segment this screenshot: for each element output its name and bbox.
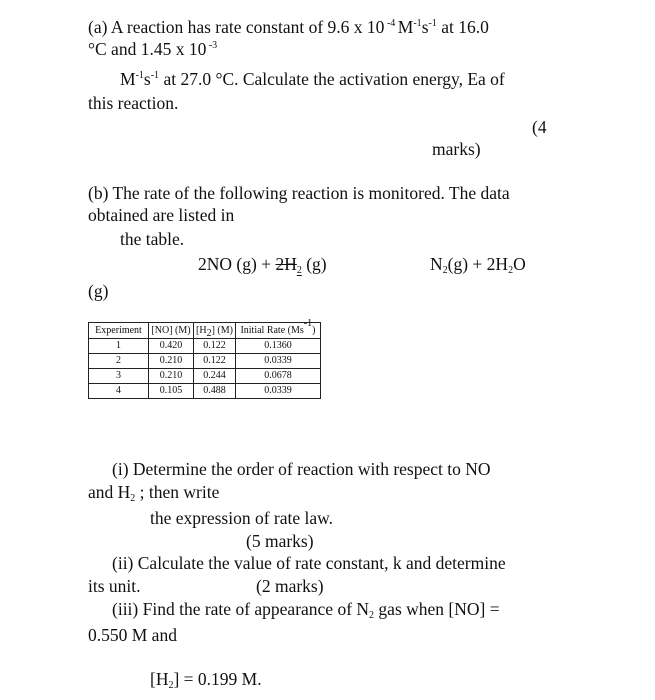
equation-state: (g) xyxy=(88,281,109,301)
question-i-line-2: and $H_2$ ; then write xyxy=(88,482,220,504)
part-b-line-3: the table. xyxy=(120,229,185,249)
table-row xyxy=(89,354,321,369)
question-i-line-3: the expression of rate law. xyxy=(150,508,334,528)
header-no-concentration: [NO] (M) xyxy=(149,323,194,339)
cell-h2: 0.122 xyxy=(194,339,236,354)
table-row xyxy=(89,339,321,354)
part-a-marks-open: (4 xyxy=(532,117,547,137)
cell-h2: 0.122 xyxy=(194,354,236,369)
part-a-line-4: this reaction. xyxy=(88,93,179,113)
cell-h2: 0.488 xyxy=(194,384,236,399)
header-initial-rate: Initial Rate $(Ms^{-1})$ xyxy=(235,323,320,339)
part-b-line-2: obtained are listed in xyxy=(88,205,235,225)
question-ii-line-2: its unit. xyxy=(88,576,141,596)
cell-rate: 0.1360 xyxy=(235,339,320,354)
question-i-line-1: (i) Determine the order of reaction with respect to NO xyxy=(112,459,491,479)
cell-no: 0.420 xyxy=(149,339,194,354)
question-i-marks: (5 marks) xyxy=(246,531,314,551)
cell-experiment: 1 xyxy=(89,339,149,354)
cell-h2: 0.244 xyxy=(194,369,236,384)
cell-no: 0.210 xyxy=(149,354,194,369)
question-iii-line-3: $[H_2] = 0.199$ M. xyxy=(150,669,262,691)
question-iii-line-1: (iii) Find the rate of appearance of $N_2$ gas when [NO] = xyxy=(112,599,500,621)
cell-rate: 0.0678 xyxy=(235,369,320,384)
h2-reactant: $2H_2$ xyxy=(275,254,302,276)
equation-reactants: 2NO $(g) + 2H_2$ (g) xyxy=(198,254,327,276)
cell-rate: 0.0339 xyxy=(235,354,320,369)
part-a-marks-close: marks) xyxy=(432,139,481,159)
table-row xyxy=(89,384,321,399)
table-row xyxy=(89,369,321,384)
cell-experiment: 3 xyxy=(89,369,149,384)
header-experiment: Experiment xyxy=(89,323,149,339)
cell-no: 0.210 xyxy=(149,369,194,384)
question-ii-line-1: (ii) Calculate the value of rate constant, k and determine xyxy=(112,553,506,573)
equation-products: $N_2(g) + 2H_2O$ xyxy=(430,254,526,276)
header-h2-concentration: $[H_2]$ (M) xyxy=(194,323,236,339)
question-ii-marks: (2 marks) xyxy=(256,576,324,596)
part-b-line-1: (b) The rate of the following reaction is monitored. The data xyxy=(88,183,510,203)
cell-experiment: 2 xyxy=(89,354,149,369)
cell-rate: 0.0339 xyxy=(235,384,320,399)
rate-data-table xyxy=(88,318,321,399)
question-iii-line-2: 0.550 M and xyxy=(88,625,177,645)
cell-experiment: 4 xyxy=(89,384,149,399)
table-header-row xyxy=(89,323,321,339)
part-a-line-1: (a) A reaction has rate constant of 9.6 x 10 $^{-4}$ $M^{-1}s^{-1}$ at 16.0 xyxy=(88,17,489,37)
part-a-line-3: $M^{-1}s^{-1}$ at 27.0 °C. Calculate the activation energy, Ea of xyxy=(120,69,505,89)
part-a-line-2: °C and 1.45 x 10 $^{-3}$ xyxy=(88,39,218,59)
cell-no: 0.105 xyxy=(149,384,194,399)
